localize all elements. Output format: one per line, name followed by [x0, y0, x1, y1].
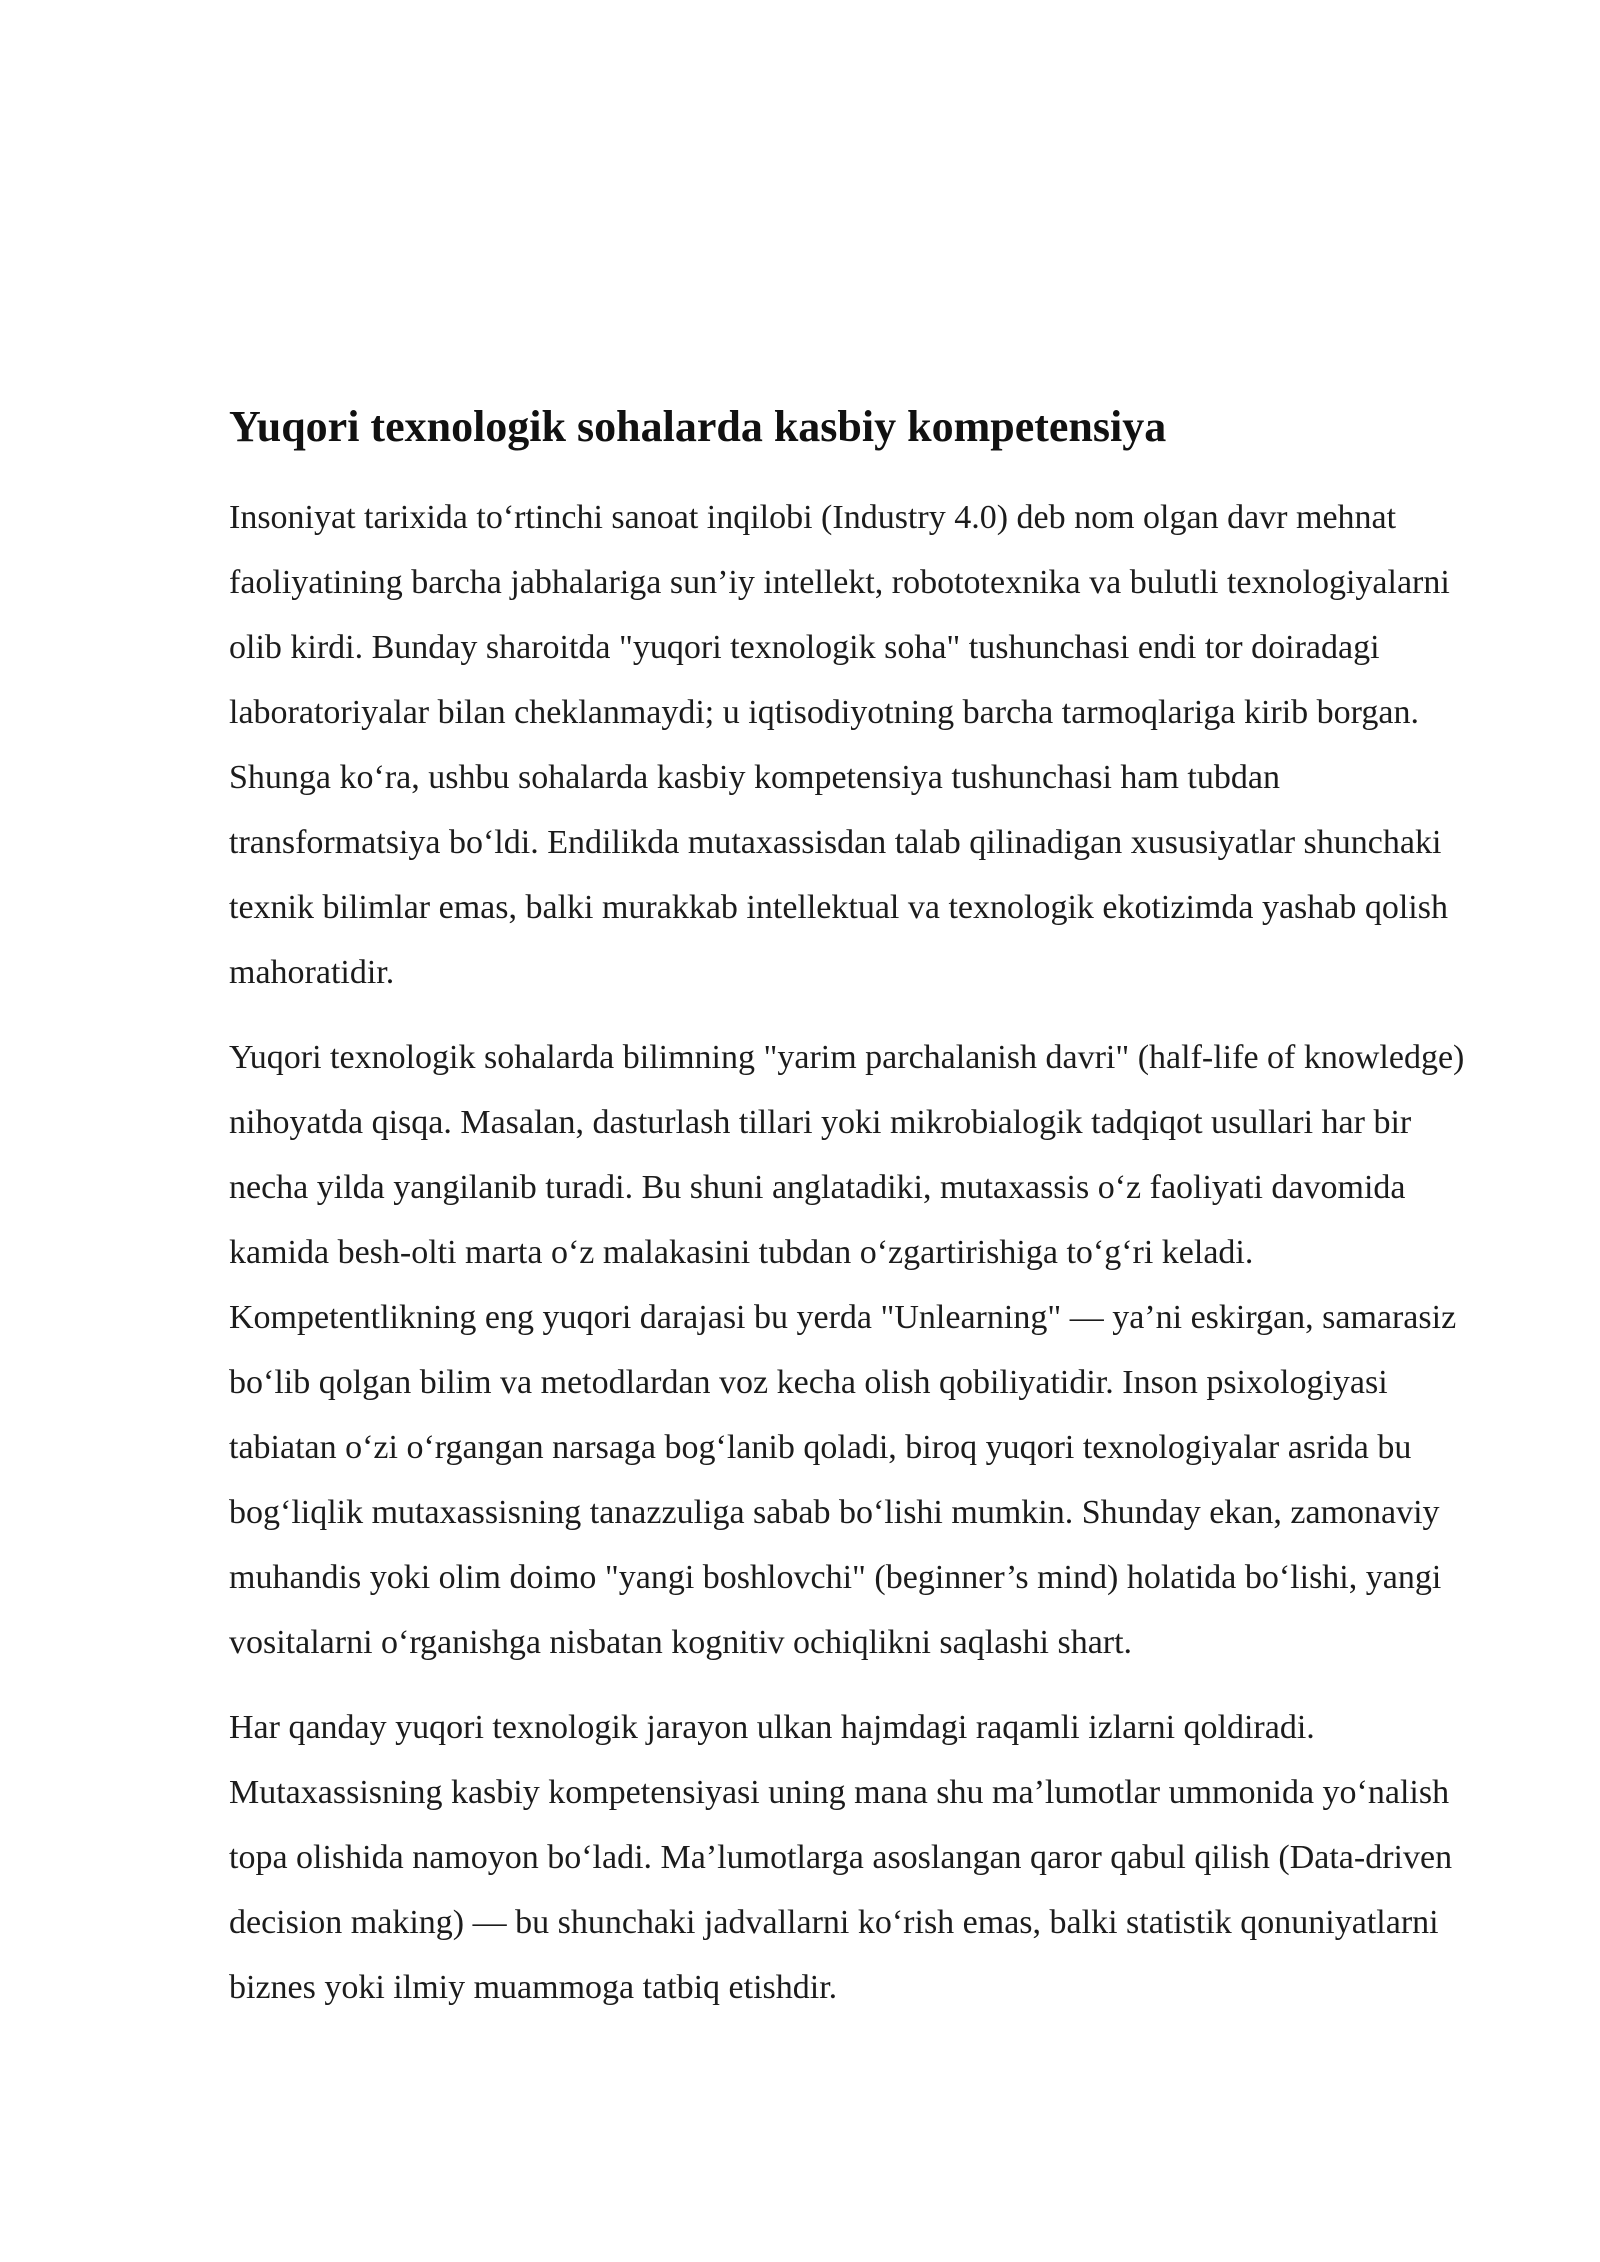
document-body	[229, 398, 1489, 2040]
paragraph-3: Har qanday yuqori texnologik jarayon ulkan hajmdagi raqamli izlarni qoldiradi. Mutaxassisning kasbiy kompetensiyasi uning mana shu ma’lumotlar ummonida yo‘nalish topa olishida namoyon bo‘ladi. Ma’lumotlarga asoslangan qaror qabul qilish (Data-driven decision making) — bu shunchaki jadvallarni ko‘rish emas, balki statistik qonuniyatlarni biznes yoki ilmiy muammoga tatbiq etishdir.	[229, 1709, 1453, 2007]
paragraph-2: Yuqori texnologik sohalarda bilimning "yarim parchalanish davri" (half-life of knowledge) nihoyatda qisqa. Masalan, dasturlash tillari yoki mikrobialogik tadqiqot usullari har bir necha yilda yangilanib turadi. Bu shuni anglatadiki, mutaxassis o‘z faoliyati davomida kamida besh-olti marta o‘z malakasini tubdan o‘zgartirishiga to‘g‘ri keladi. Kompetentlikning eng yuqori darajasi bu yerda "Unlearning" — ya’ni eskirgan, samarasiz bo‘lib qolgan bilim va metodlardan voz kecha olish qobiliyatidir. Inson psixologiyasi tabiatan o‘zi o‘rgangan narsaga bog‘lanib qoladi, biroq yuqori texnologiyalar asrida bu bog‘liqlik mutaxassisning tanazzuliga sabab bo‘lishi mumkin. Shunday ekan, zamonaviy muhandis yoki olim doimo "yangi boshlovchi" (beginner’s mind) holatida bo‘lishi, yangi vositalarni o‘rganishga nisbatan kognitiv ochiqlikni saqlashi shart.	[229, 1039, 1465, 1662]
paragraph-1: Insoniyat tarixida to‘rtinchi sanoat inqilobi (Industry 4.0) deb nom olgan davr mehnat faoliyatining barcha jabhalariga sun’iy intellekt, robototexnika va bulutli texnologiyalarni olib kirdi. Bunday sharoitda "yuqori texnologik soha" tushunchasi endi tor doiradagi laboratoriyalar bilan cheklanmaydi; u iqtisodiyotning barcha tarmoqlariga kirib borgan. Shunga ko‘ra, ushbu sohalarda kasbiy kompetensiya tushunchasi ham tubdan transformatsiya bo‘ldi. Endilikda mutaxassisdan talab qilinadigan xususiyatlar shunchaki texnik bilimlar emas, balki murakkab intellektual va texnologik ekotizimda yashab qolish mahoratidir.	[229, 499, 1450, 992]
document-title: Yuqori texnologik sohalarda kasbiy kompetensiya	[229, 402, 1167, 451]
